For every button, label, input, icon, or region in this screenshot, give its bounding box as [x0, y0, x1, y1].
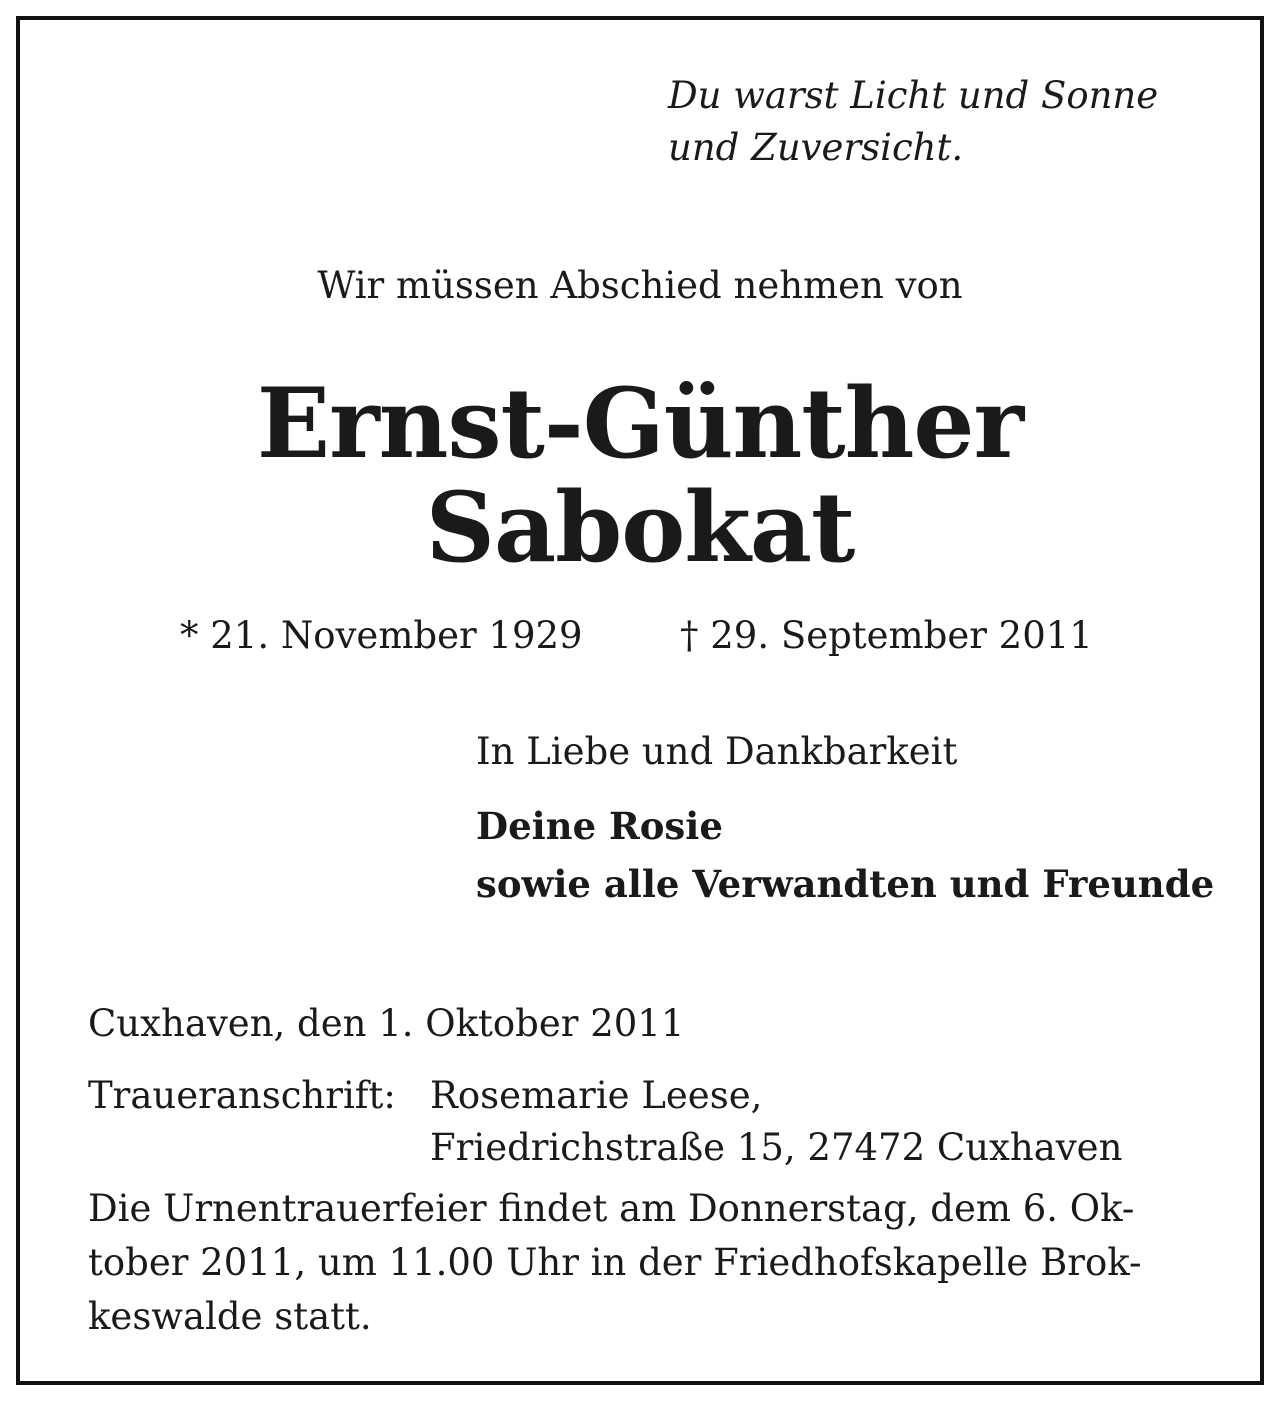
- death-date: † 29. September 2011: [680, 614, 1093, 657]
- motto-line-1: Du warst Licht und Sonne: [668, 74, 1159, 117]
- birth-date: * 21. November 1929: [180, 614, 583, 657]
- service-announcement: [88, 1182, 1142, 1344]
- deceased-last-name: Sabokat: [425, 471, 855, 584]
- address-line-2: Friedrichstraße 15, 27472 Cuxhaven: [430, 1126, 1123, 1169]
- address-line-1: Rosemarie Leese,: [430, 1074, 763, 1117]
- service-line-2: tober 2011, um 11.00 Uhr in der Friedhofskapelle Brok-: [88, 1241, 1142, 1284]
- address-label: Traueranschrift:: [88, 1074, 396, 1117]
- closing-phrase: In Liebe und Dankbarkeit: [476, 730, 958, 773]
- obituary-notice: [16, 16, 1264, 1385]
- place-and-date: Cuxhaven, den 1. Oktober 2011: [88, 1002, 685, 1045]
- intro-text: Wir müssen Abschied nehmen von: [317, 264, 963, 307]
- service-line-1: Die Urnentrauerfeier findet am Donnerstag, dem 6. Ok-: [88, 1187, 1135, 1230]
- motto-line-2: und Zuversicht.: [668, 126, 964, 169]
- signature-line-2: sowie alle Verwandten und Freunde: [476, 862, 1215, 906]
- deceased-first-name: Ernst-Günther: [256, 367, 1024, 480]
- service-line-3: keswalde statt.: [88, 1295, 372, 1338]
- signature-line-1: Deine Rosie: [476, 804, 723, 848]
- motto-quote: [668, 70, 1158, 174]
